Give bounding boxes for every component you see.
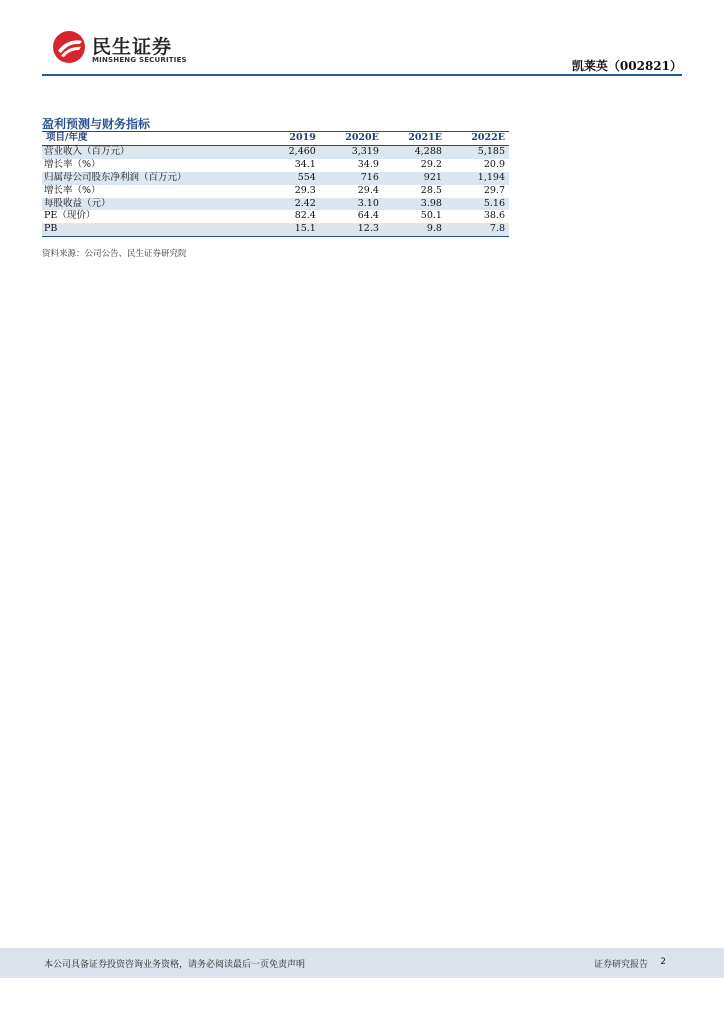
table-cell: 716 <box>360 171 379 183</box>
stock-title: 凯莱英（002821） <box>571 59 682 73</box>
table-cell: 50.1 <box>420 210 442 222</box>
table-cell: 9.8 <box>426 223 442 235</box>
footer-disclaimer: 本公司具备证券投资咨询业务资格，请务必阅读最后一页免责声明 <box>44 960 306 970</box>
table-cell: 34.1 <box>294 158 316 170</box>
table-cell: 3.10 <box>357 197 379 209</box>
table-cell: 4,288 <box>414 145 442 157</box>
table-cell: 921 <box>423 171 442 183</box>
table-cell: 29.2 <box>420 158 442 170</box>
table-cell: 29.4 <box>357 184 379 196</box>
table-row <box>42 172 509 185</box>
table-cell: 29.7 <box>483 184 505 196</box>
minsheng-logo-icon <box>52 30 86 64</box>
table-cell: 20.9 <box>483 158 505 170</box>
table-cell: 554 <box>297 171 316 183</box>
table-cell: 7.8 <box>489 223 505 235</box>
company-logo <box>52 30 212 70</box>
logo-english-text: MINSHENG SECURITIES <box>92 56 187 64</box>
report-type-label: 证券研究报告 <box>593 960 648 970</box>
logo-chinese-text: 民生证券 <box>92 36 173 58</box>
table-row <box>42 185 509 198</box>
table-cell: 5.16 <box>483 197 505 209</box>
table-cell: 3.98 <box>420 197 442 209</box>
row-label: PB <box>44 223 58 235</box>
header-divider <box>42 74 682 76</box>
table-cell: 29.3 <box>294 184 316 196</box>
table-cell: 2.42 <box>294 197 316 209</box>
table-cell: 82.4 <box>294 210 316 222</box>
row-label: 每股收益（元） <box>44 197 111 209</box>
table-row <box>42 210 509 223</box>
table-cell: 2,460 <box>288 145 316 157</box>
table-row <box>42 159 509 172</box>
financial-forecast-table <box>42 131 509 237</box>
table-cell: 5,185 <box>477 145 505 157</box>
row-label: 营业收入（百万元） <box>44 145 130 157</box>
page-number: 2 <box>660 957 666 967</box>
table-cell: 1,194 <box>477 171 505 183</box>
table-cell: 64.4 <box>357 210 379 222</box>
section-title: 盈利预测与财务指标 <box>42 117 151 131</box>
table-cell: 12.3 <box>357 223 379 235</box>
column-header: 2020E <box>345 132 379 143</box>
column-header: 2019 <box>289 132 316 143</box>
row-label: 增长率（%） <box>44 158 101 170</box>
column-header: 2022E <box>471 132 505 143</box>
column-header: 2021E <box>408 132 442 143</box>
table-cell: 34.9 <box>357 158 379 170</box>
page-footer <box>0 948 724 978</box>
table-source-note: 资料来源：公司公告、民生证券研究院 <box>42 249 187 259</box>
table-cell: 28.5 <box>420 184 442 196</box>
table-cell: 38.6 <box>483 210 505 222</box>
table-row <box>42 145 509 158</box>
page-header <box>0 0 724 80</box>
row-label: 增长率（%） <box>44 184 101 196</box>
table-row <box>42 198 509 211</box>
row-label: PE（现价） <box>44 210 96 222</box>
table-cell: 15.1 <box>294 223 316 235</box>
row-label: 归属母公司股东净利润（百万元） <box>44 171 187 183</box>
column-header: 项目/年度 <box>46 132 88 143</box>
table-row <box>42 223 509 236</box>
table-cell: 3,319 <box>351 145 379 157</box>
table-header-row <box>42 132 509 146</box>
